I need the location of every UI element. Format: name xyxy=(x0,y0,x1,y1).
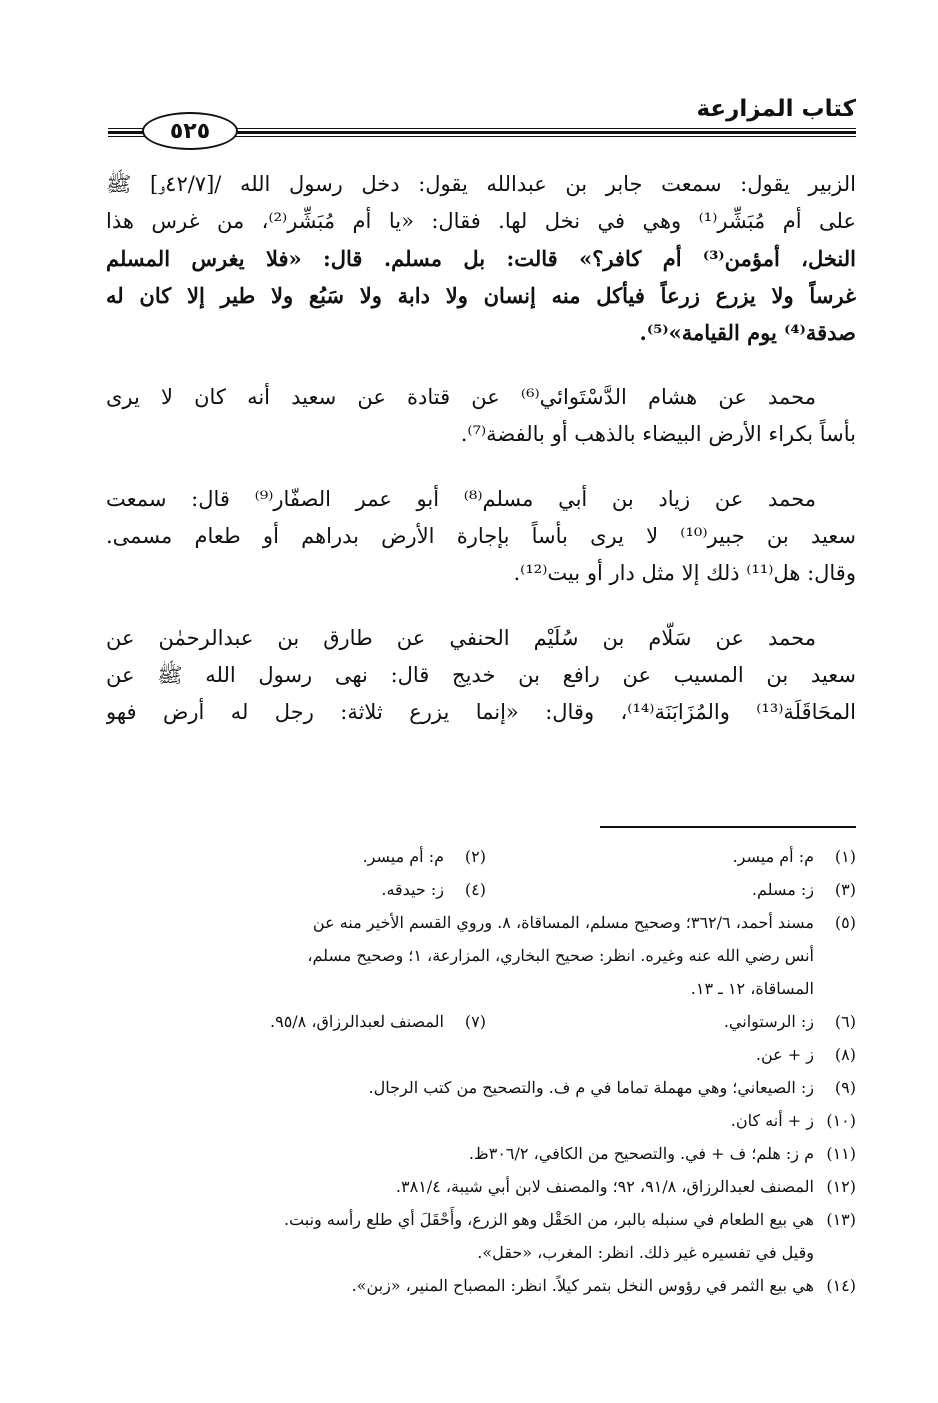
footnote-number: (٦) xyxy=(834,1012,856,1031)
footnote-number: (١٢) xyxy=(826,1177,856,1196)
text-line: محمد عن سَلّام بن سُلَيْم الحنفي عن طارق بن عبدالرحمٰن عن xyxy=(106,626,816,650)
footnote-text: ز: الصيعاني؛ وهي مهملة تماما في م ف. والتصحيح من كتب الرجال. xyxy=(368,1078,814,1097)
footnote-7 xyxy=(116,1005,486,1038)
footnote-line: أنس رضي الله عنه وغيره. انظر: صحيح البخاري، المزارعة، ١؛ وصحيح مسلم، xyxy=(307,946,814,965)
paragraph-4 xyxy=(106,620,856,731)
text-line: على أم مُبَشِّر⁽¹⁾ وهي في نخل لها. فقال: «يا أم مُبَشِّر⁽²⁾، من غرس هذا xyxy=(106,209,856,233)
footnote-text: المصنف لعبدالرزاق، ٩١/٨، ٩٢؛ والمصنف لابن أبي شيبة، ٣٨١/٤. xyxy=(395,1177,814,1196)
footnote-14 xyxy=(106,1269,856,1302)
text-line: المحَاقَلَة⁽¹³⁾ والمُزَابَنَة⁽¹⁴⁾، وقال: «إنما يزرع ثلاثة: رجل له أرض فهو xyxy=(106,700,856,724)
text-line: الزبير يقول: سمعت جابر بن عبدالله يقول: دخل رسول الله /[٤٢/٧و] ﷺ xyxy=(106,172,856,196)
text-line: سعيد بن جبير⁽¹⁰⁾ لا يرى بأساً بإجارة الأرض بدراهم أو طعام مسمى. xyxy=(106,524,856,548)
text-line: محمد عن هشام الدَّسْتَوائي⁽⁶⁾ عن قتادة عن سعيد أنه كان لا يرى xyxy=(106,385,816,409)
footnote-row xyxy=(106,873,856,906)
footnote-6 xyxy=(486,1005,856,1038)
footnote-text: ز: مسلم. xyxy=(751,880,814,899)
footnote-9 xyxy=(106,1071,856,1104)
footnote-1 xyxy=(486,840,856,873)
footnote-number: (١٣) xyxy=(826,1210,856,1229)
page-number-text: ٥٢٥ xyxy=(169,118,211,144)
footnote-number: (٤) xyxy=(464,880,486,899)
footnote-5 xyxy=(106,906,856,1005)
footnote-line xyxy=(106,1203,856,1236)
footnote-row xyxy=(106,1005,856,1038)
text-line: غرساً ولا يزرع زرعاً فيأكل منه إنسان ولا دابة ولا سَبُع ولا طير إلا كان له xyxy=(106,283,856,308)
footnote-line: المساقاة، ١٢ ـ ١٣. xyxy=(690,979,814,998)
paragraph-1 xyxy=(106,166,856,351)
footnote-text: م: أم ميسر. xyxy=(362,847,444,866)
footnote-10 xyxy=(106,1104,856,1137)
footnote-number: (٨) xyxy=(834,1045,856,1064)
footnote-row xyxy=(106,840,856,873)
footnote-text: م ز: هلم؛ ف + في. والتصحيح من الكافي، ٣٠٦/٢ظ. xyxy=(468,1144,814,1163)
footnote-text: ز + عن. xyxy=(755,1045,814,1064)
footnote-text: ز: حيدقه. xyxy=(381,880,444,899)
footnote-text: مسند أحمد، ٣٦٢/٦؛ وصحيح مسلم، المساقاة، ٨. وروي القسم الأخير منه عن xyxy=(312,913,814,932)
footnote-number: (٥) xyxy=(834,913,856,932)
footnote-text: ز: الرستواني. xyxy=(723,1012,814,1031)
footnote-12 xyxy=(106,1170,856,1203)
paragraph-2 xyxy=(106,379,856,453)
text-line: سعيد بن المسيب عن رافع بن خديج قال: نهى رسول الله ﷺ عن xyxy=(106,663,856,687)
running-title: كتاب المزارعة xyxy=(696,96,856,122)
text-line: وقال: هل⁽¹¹⁾ ذلك إلا مثل دار أو بيت⁽¹²⁾. xyxy=(513,561,856,585)
footnote-8 xyxy=(106,1038,856,1071)
text-line: النخل، أمؤمن⁽³⁾ أم كافر؟» قالت: بل مسلم. قال: «فلا يغرس المسلم xyxy=(106,246,856,271)
paragraph-3 xyxy=(106,481,856,592)
footnote-line: وقيل في تفسيره غير ذلك. انظر: المغرب، «حقل». xyxy=(477,1243,814,1262)
footnote-11 xyxy=(106,1137,856,1170)
footnote-number: (١) xyxy=(834,847,856,866)
footnote-number: (١٤) xyxy=(826,1276,856,1295)
footnote-number: (٢) xyxy=(464,847,486,866)
footnote-3 xyxy=(486,873,856,906)
footnote-text: ز + أنه كان. xyxy=(730,1111,814,1130)
text-line: صدقة⁽⁴⁾ يوم القيامة»⁽⁵⁾. xyxy=(639,320,856,345)
footnote-number: (١٠) xyxy=(826,1111,856,1130)
footnote-text: هي بيع الطعام في سنبله بالبر، من الحَقْل وهو الزرع، وأَحْقَلَ أي طلع رأسه ونبت. xyxy=(283,1210,814,1229)
footnote-separator xyxy=(600,826,856,828)
footnote-line xyxy=(106,906,856,939)
footnote-text: هي بيع الثمر في رؤوس النخل بتمر كيلاً. انظر: المصباح المنير، «زبن». xyxy=(351,1276,814,1295)
text-line: محمد عن زياد بن أبي مسلم⁽⁸⁾ أبو عمر الصفّار⁽⁹⁾ قال: سمعت xyxy=(106,487,816,511)
footnote-text: المصنف لعبدالرزاق، ٩٥/٨. xyxy=(270,1012,444,1031)
footnote-number: (١١) xyxy=(826,1144,856,1163)
footnote-2 xyxy=(116,840,486,873)
footnote-13 xyxy=(106,1203,856,1269)
footnote-number: (٩) xyxy=(834,1078,856,1097)
page-number xyxy=(142,112,238,150)
footnote-text: م: أم ميسر. xyxy=(732,847,814,866)
footnote-4 xyxy=(116,873,486,906)
main-text xyxy=(106,166,856,759)
footnote-number: (٧) xyxy=(464,1012,486,1031)
text-line: بأساً بكراء الأرض البيضاء بالذهب أو بالفضة⁽⁷⁾. xyxy=(460,422,856,446)
footnote-number: (٣) xyxy=(834,880,856,899)
footnotes xyxy=(106,840,856,1302)
